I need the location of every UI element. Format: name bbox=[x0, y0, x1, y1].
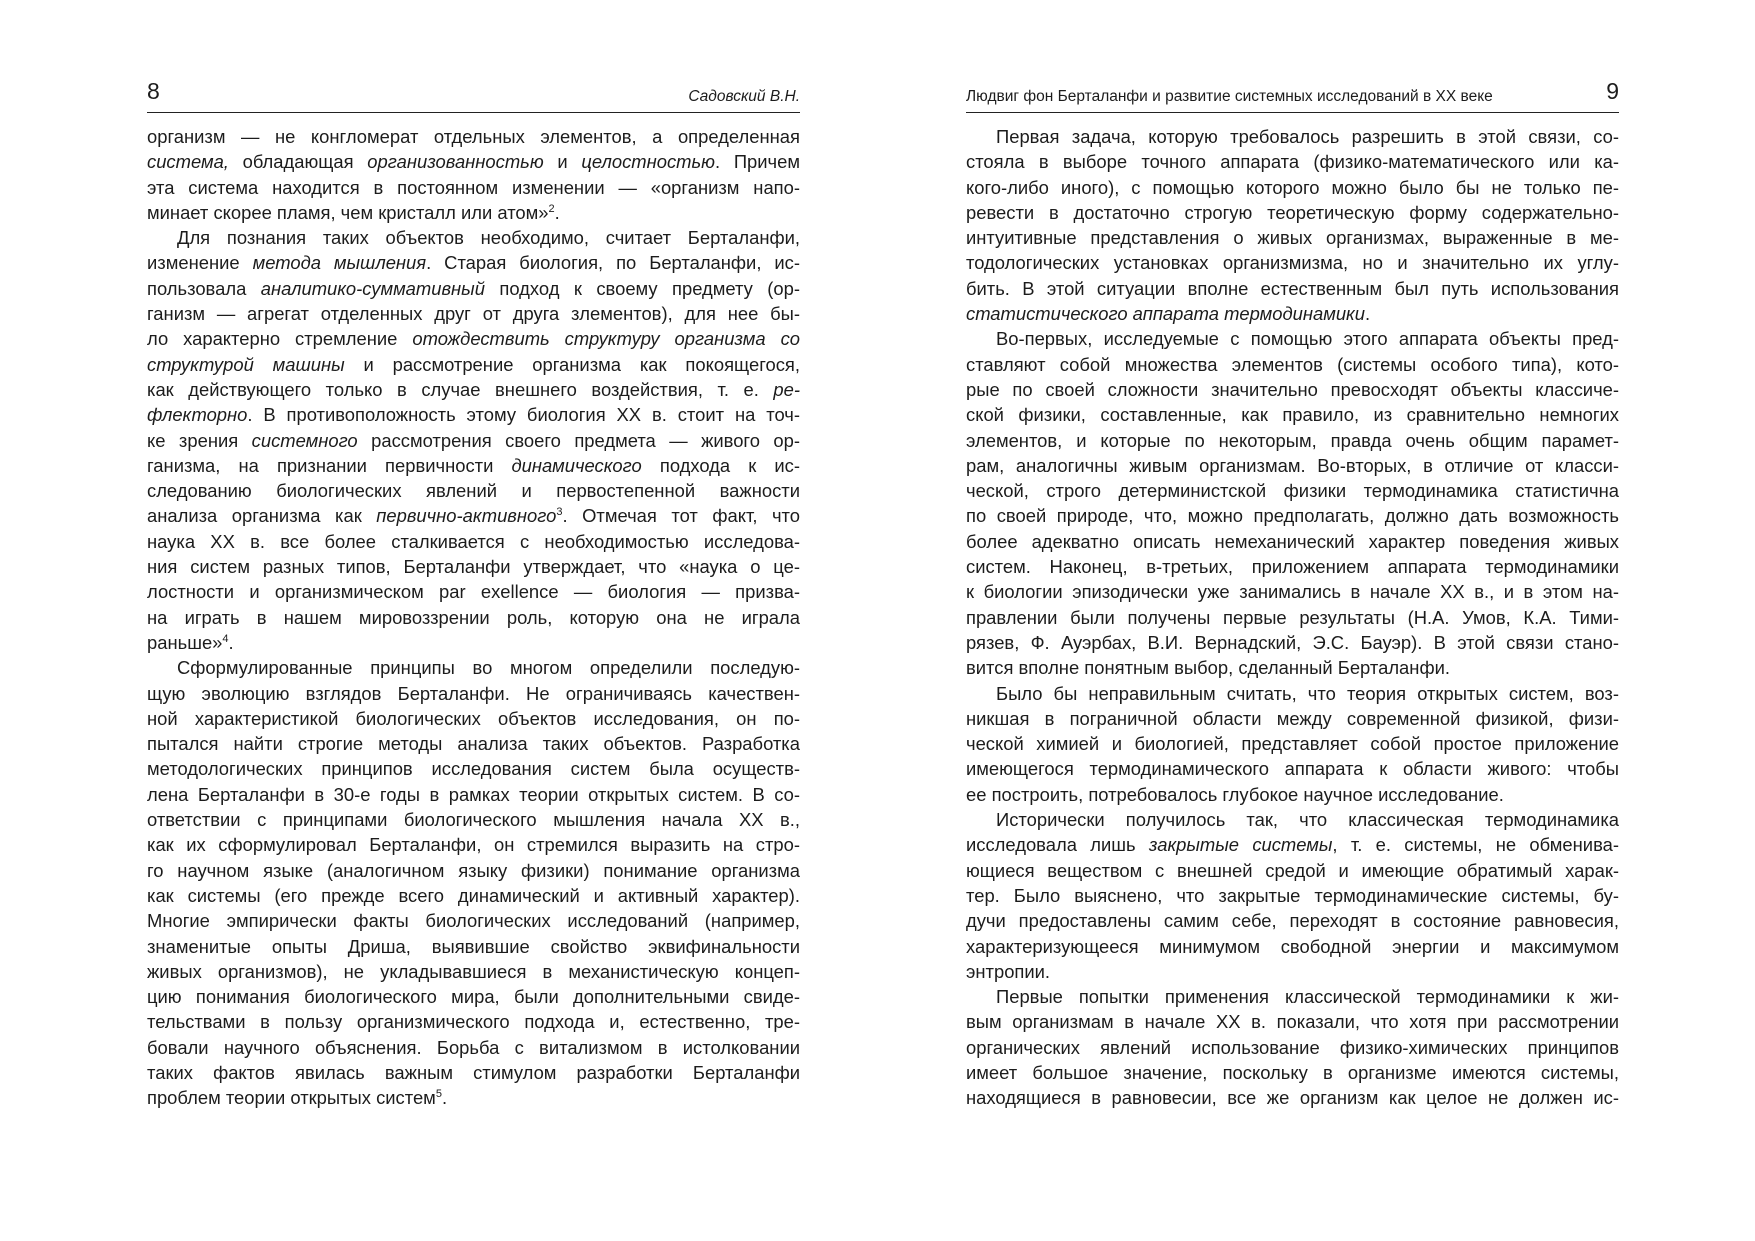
text-segment: анализа организма как bbox=[147, 505, 377, 527]
text-segment: . bbox=[441, 1087, 448, 1109]
text-segment: . bbox=[554, 201, 560, 223]
text-segment: подхода к ис- bbox=[641, 454, 800, 476]
text-line bbox=[147, 225, 800, 250]
text-segment: ния систем разных типов, Берталанфи утверждает, что «наука о це- bbox=[147, 556, 800, 578]
text-line bbox=[966, 832, 1619, 857]
text-line bbox=[966, 1009, 1619, 1034]
italic-text: отождествить структуру организма со bbox=[412, 328, 800, 350]
italic-text: ре- bbox=[773, 378, 800, 400]
text-segment: рассмотрения своего предмета — живого ор- bbox=[357, 429, 800, 451]
text-segment: кого-либо иного), с помощью которого можно было бы не только пе- bbox=[966, 176, 1619, 198]
right-page bbox=[966, 78, 1619, 1111]
text-segment: ческой химией и биологией, представляет собой простое приложение bbox=[966, 733, 1619, 755]
text-segment: ревести в достаточно строгую теоретическую форму содержательно- bbox=[966, 201, 1619, 223]
text-segment: как действующего только в случае внешнего воздействия, т. е. bbox=[147, 378, 774, 400]
text-line bbox=[147, 1009, 800, 1034]
text-segment: исследовала лишь bbox=[966, 834, 1149, 856]
text-line bbox=[147, 428, 800, 453]
page-number: 8 bbox=[147, 78, 160, 104]
text-segment: таких фактов явилась важным стимулом разработки Берталанфи bbox=[147, 1061, 800, 1083]
text-line bbox=[147, 453, 800, 478]
text-line bbox=[966, 908, 1619, 933]
text-segment: го научном языке (аналогичном языку физики) понимание организма bbox=[147, 859, 800, 881]
text-line bbox=[966, 984, 1619, 1009]
text-line bbox=[966, 377, 1619, 402]
text-segment: и рассмотрение организма как покоящегося, bbox=[344, 353, 800, 375]
text-segment: лостности и организмическом par exellence — биология — призва- bbox=[147, 581, 800, 603]
text-segment: дучи предоставлены самим себе, переходят в состояние равновесия, bbox=[966, 910, 1619, 932]
text-line bbox=[966, 225, 1619, 250]
text-line bbox=[147, 301, 800, 326]
text-line bbox=[966, 276, 1619, 301]
text-segment: интуитивные представления о живых организмах, выраженные в ме- bbox=[966, 227, 1619, 249]
text-segment: организм — не конгломерат отдельных элементов, а определенная bbox=[147, 126, 800, 147]
text-line bbox=[147, 149, 800, 174]
running-head-title: Людвиг фон Берталанфи и развитие системных исследований в XX веке bbox=[966, 88, 1493, 105]
text-segment: рязев, Ф. Ауэрбах, В.И. Вернадский, Э.С. Бауэр). В этой связи стано- bbox=[966, 631, 1619, 653]
text-segment: как системы (его прежде всего динамический и активный характер). bbox=[147, 884, 800, 906]
text-segment: Многие эмпирически факты биологических исследований (например, bbox=[147, 910, 800, 932]
text-line bbox=[966, 149, 1619, 174]
text-segment: . bbox=[1364, 303, 1371, 325]
italic-text: аналитико-суммативный bbox=[260, 277, 485, 299]
running-head bbox=[147, 78, 800, 113]
italic-text: целостностью bbox=[581, 151, 715, 173]
text-segment: ее построить, потребовалось глубокое научное исследование. bbox=[966, 783, 1504, 805]
text-line bbox=[966, 503, 1619, 528]
text-line bbox=[147, 377, 800, 402]
text-segment: эта система находится в постоянном изменении — «организм напо- bbox=[147, 176, 800, 198]
italic-text: динамического bbox=[511, 454, 642, 476]
text-line bbox=[147, 731, 800, 756]
text-line bbox=[147, 934, 800, 959]
text-segment: ганизм — агрегат отделенных друг от друга злементов), для нее бы- bbox=[147, 303, 800, 325]
text-segment: . Отмечая тот факт, что bbox=[562, 505, 800, 527]
text-line bbox=[966, 1060, 1619, 1085]
text-segment: пытался найти строгие методы анализа таких объектов. Разработка bbox=[147, 733, 800, 755]
text-segment: Исторически получилось так, что классическая термодинамика bbox=[996, 809, 1619, 831]
text-segment: изменение bbox=[147, 252, 253, 274]
text-segment: Для познания таких объектов необходимо, считает Берталанфи, bbox=[177, 227, 800, 249]
text-line bbox=[966, 1085, 1619, 1110]
text-segment: . Причем bbox=[715, 151, 800, 173]
text-segment: знаменитые опыты Дриша, выявившие свойство эквифинальности bbox=[147, 935, 800, 957]
text-line bbox=[966, 301, 1619, 326]
text-line bbox=[966, 402, 1619, 427]
text-segment: цию понимания биологического мира, были дополнительными свиде- bbox=[147, 986, 800, 1008]
footnote-marker: 2 bbox=[548, 202, 555, 215]
text-segment: находящиеся в равновесии, все же организм как целое не должен ис- bbox=[966, 1087, 1619, 1109]
text-line bbox=[147, 655, 800, 680]
text-segment: подход к своему предмету (ор- bbox=[484, 277, 800, 299]
text-segment: раньше» bbox=[147, 631, 223, 653]
text-line bbox=[966, 883, 1619, 908]
text-segment: рам, аналогичны живым организмам. Во-вторых, в отличие от класси- bbox=[966, 454, 1619, 476]
text-segment: ческой, строго детерминистской физики термодинамика статистична bbox=[966, 480, 1619, 502]
italic-text: структурой машины bbox=[147, 353, 345, 375]
text-segment: ющиеся веществом с внешней средой и имеющие обратимый харак- bbox=[966, 859, 1619, 881]
text-line bbox=[966, 630, 1619, 655]
text-line bbox=[147, 554, 800, 579]
text-line bbox=[966, 428, 1619, 453]
italic-text: закрытые системы bbox=[1148, 834, 1333, 856]
left-page bbox=[147, 78, 800, 1111]
text-line bbox=[966, 175, 1619, 200]
italic-text: статистического аппарата термодинамики bbox=[966, 303, 1365, 325]
text-line bbox=[147, 503, 800, 528]
italic-text: система, bbox=[147, 151, 229, 173]
text-segment: вым организмам в начале XX в. показали, что хотя при рассмотрении bbox=[966, 1011, 1619, 1033]
text-segment: методологических принципов исследования систем была осуществ- bbox=[147, 758, 800, 780]
footnote-marker: 3 bbox=[556, 506, 563, 519]
text-segment: тодологических установках организмизма, но и значительно их углу- bbox=[966, 252, 1619, 274]
text-line bbox=[966, 807, 1619, 832]
text-segment: правлении были получены первые результаты (Н.А. Умов, К.А. Тими- bbox=[966, 606, 1619, 628]
text-line bbox=[147, 959, 800, 984]
text-line bbox=[147, 1060, 800, 1085]
text-segment: пользовала bbox=[147, 277, 261, 299]
text-segment: обладающая bbox=[228, 151, 368, 173]
text-line bbox=[147, 605, 800, 630]
text-segment: характеризующееся минимумом свободной энергии и максимумом bbox=[966, 935, 1619, 957]
text-segment: на играть в нашем мировоззрении роль, которую она не играла bbox=[147, 606, 800, 628]
text-segment: энтропии. bbox=[966, 960, 1051, 982]
running-head-author: Садовский В.Н. bbox=[688, 88, 800, 105]
text-segment: , т. е. системы, не обменива- bbox=[1332, 834, 1619, 856]
text-segment: более адекватно описать немеханический характер поведения живых bbox=[966, 530, 1619, 552]
text-line bbox=[147, 402, 800, 427]
text-segment: рые по своей сложности значительно превосходят объекты классиче- bbox=[966, 378, 1619, 400]
italic-text: организованностью bbox=[367, 151, 544, 173]
text-segment: . Старая биология, по Берталанфи, ис- bbox=[426, 252, 800, 274]
text-line bbox=[147, 1085, 800, 1110]
text-segment: имеет большое значение, поскольку в организме имеются системы, bbox=[966, 1061, 1619, 1083]
text-segment: органических явлений использование физико-химических принципов bbox=[966, 1036, 1619, 1058]
italic-text: системного bbox=[251, 429, 358, 451]
text-line bbox=[147, 984, 800, 1009]
text-line bbox=[147, 124, 800, 149]
text-line bbox=[147, 478, 800, 503]
text-line bbox=[966, 1035, 1619, 1060]
running-head bbox=[966, 78, 1619, 113]
text-line bbox=[147, 908, 800, 933]
text-segment: щую эволюцию взглядов Берталанфи. Не ограничиваясь качествен- bbox=[147, 682, 800, 704]
text-segment: Первые попытки применения классической термодинамики к жи- bbox=[996, 986, 1619, 1008]
text-line bbox=[147, 326, 800, 351]
text-line bbox=[966, 858, 1619, 883]
text-segment: проблем теории открытых систем bbox=[147, 1087, 436, 1109]
text-segment: тельствами в пользу организмического подхода и, естественно, тре- bbox=[147, 1011, 800, 1033]
text-segment: ской физики, составленные, как правило, из сравнительно немногих bbox=[966, 404, 1619, 426]
text-segment: минает скорее пламя, чем кристалл или атом» bbox=[147, 201, 549, 223]
text-segment: и bbox=[543, 151, 582, 173]
text-segment: как их сформулировал Берталанфи, он стремился выразить на стро- bbox=[147, 834, 800, 856]
text-line bbox=[966, 579, 1619, 604]
text-line bbox=[147, 200, 800, 225]
text-segment: Сформулированные принципы во многом определили последую- bbox=[177, 657, 800, 679]
text-line bbox=[966, 782, 1619, 807]
text-line bbox=[147, 681, 800, 706]
text-segment: имеющегося термодинамического аппарата к области живого: чтобы bbox=[966, 758, 1619, 780]
text-segment: . В противоположность этому биология XX в. стоит на точ- bbox=[247, 404, 800, 426]
footnote-marker: 5 bbox=[435, 1088, 442, 1101]
italic-text: первично-активного bbox=[376, 505, 557, 527]
text-segment: вится вполне понятным выбор, сделанный Берталанфи. bbox=[966, 657, 1450, 679]
text-line bbox=[966, 478, 1619, 503]
text-segment: ке зрения bbox=[147, 429, 252, 451]
text-segment: бовали научного объяснения. Борьба с витализмом в истолковании bbox=[147, 1036, 800, 1058]
footnote-marker: 4 bbox=[222, 632, 229, 645]
text-line bbox=[966, 731, 1619, 756]
text-segment: тер. Было выяснено, что закрытые термодинамические системы, бу- bbox=[966, 884, 1619, 906]
text-segment: Первая задача, которую требовалось разрешить в этой связи, со- bbox=[996, 126, 1619, 147]
text-line bbox=[147, 706, 800, 731]
text-segment: бить. В этой ситуации вполне естественным был путь использования bbox=[966, 277, 1619, 299]
text-segment: стояла в выборе точного аппарата (физико-математического или ка- bbox=[966, 151, 1619, 173]
text-line bbox=[147, 250, 800, 275]
page-body bbox=[147, 124, 800, 1111]
text-line bbox=[966, 655, 1619, 680]
text-segment: . bbox=[228, 631, 234, 653]
text-line bbox=[966, 326, 1619, 351]
text-line bbox=[966, 453, 1619, 478]
text-line bbox=[147, 579, 800, 604]
page-number: 9 bbox=[1606, 78, 1619, 104]
text-line bbox=[966, 934, 1619, 959]
text-line bbox=[966, 529, 1619, 554]
text-line bbox=[966, 352, 1619, 377]
text-line bbox=[147, 756, 800, 781]
text-segment: ставляют собой множества элементов (системы особого типа), кото- bbox=[966, 353, 1619, 375]
text-line bbox=[147, 352, 800, 377]
text-line bbox=[147, 529, 800, 554]
text-segment: ответствии с принципами биологического мышления начала XX в., bbox=[147, 809, 800, 831]
text-segment: следованию биологических явлений и первостепенной важности bbox=[147, 480, 800, 502]
text-line bbox=[966, 605, 1619, 630]
text-segment: Во-первых, исследуемые с помощью этого аппарата объекты пред- bbox=[996, 328, 1619, 350]
text-segment: живых организмов), не укладывавшиеся в механистическую концеп- bbox=[147, 960, 800, 982]
text-line bbox=[147, 782, 800, 807]
text-segment: систем. Наконец, в-третьих, приложением аппарата термодинамики bbox=[966, 556, 1619, 578]
text-segment: элементов, и которые по некоторым, правда очень общим парамет- bbox=[966, 429, 1619, 451]
text-line bbox=[147, 630, 800, 655]
text-segment: ганизма, на признании первичности bbox=[147, 454, 512, 476]
text-line bbox=[147, 883, 800, 908]
text-line bbox=[966, 554, 1619, 579]
text-line bbox=[966, 681, 1619, 706]
text-line bbox=[147, 276, 800, 301]
text-line bbox=[966, 706, 1619, 731]
text-segment: к биологии эпизодически уже занимались в начале XX в., и в этом на- bbox=[966, 581, 1619, 603]
text-line bbox=[966, 959, 1619, 984]
page-body bbox=[966, 124, 1619, 1111]
text-line bbox=[966, 200, 1619, 225]
text-line bbox=[966, 250, 1619, 275]
text-line bbox=[966, 124, 1619, 149]
text-segment: по своей природе, что, можно предполагать, должно дать возможность bbox=[966, 505, 1619, 527]
text-line bbox=[966, 756, 1619, 781]
text-line bbox=[147, 1035, 800, 1060]
text-segment: ной характеристикой биологических объектов исследования, он по- bbox=[147, 707, 800, 729]
text-segment: лена Берталанфи в 30-е годы в рамках теории открытых систем. В со- bbox=[147, 783, 800, 805]
text-segment: ло характерно стремление bbox=[147, 328, 413, 350]
italic-text: метода мышления bbox=[252, 252, 427, 274]
text-line bbox=[147, 832, 800, 857]
text-line bbox=[147, 175, 800, 200]
italic-text: флекторно bbox=[147, 404, 248, 426]
text-line bbox=[147, 807, 800, 832]
text-line bbox=[147, 858, 800, 883]
text-segment: никшая в пограничной области между современной физикой, физи- bbox=[966, 707, 1619, 729]
text-segment: наука XX в. все более сталкивается с необходимостью исследова- bbox=[147, 530, 800, 552]
text-segment: Было бы неправильным считать, что теория открытых систем, воз- bbox=[996, 682, 1619, 704]
